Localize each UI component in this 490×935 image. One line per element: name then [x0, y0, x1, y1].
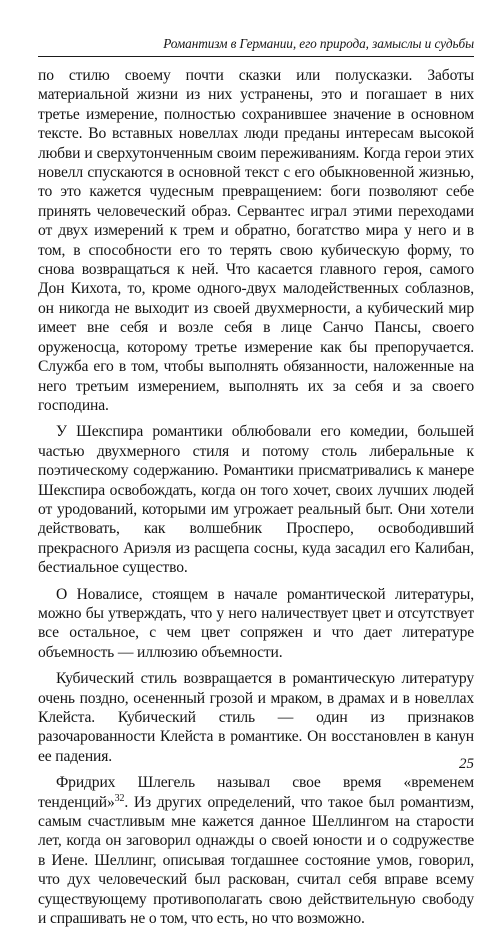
paragraph-shakespeare: У Шекспира романтики облюбовали его комедии, большей частью двухмерного стиля и потому столь либеральные к поэтическому содержанию. Романтики присматривались к манере Шекспира освобождать, когда он того хочет, своих лучших людей от уродований, которыми им угрожает реальный быт. Они хотели действовать, как волшебник Просперо, освободивший прекрасного Ариэля из расщепа сосны, куда засадил его Калибан, бестиальное существо.	[38, 423, 474, 577]
page-body	[38, 66, 474, 935]
text-segment: . Из других определений, что такое был романтизм, самым счастливым мне кажется данное Шеллингом на старости лет, когда он заговорил однажды о своей юности и о содружестве в Иене. Шеллинг, описывая тогдашнее состояние умов, говорил, что дух человеческий был раскован, считал себя вправе всему существующему противополагать свою действительную свободу и спрашивать не о том, что есть, но что возможно.	[38, 793, 474, 928]
text-segment: Фридрих Шлегель называл свое время «временем тенденций»	[38, 774, 474, 811]
paragraph-novalis: О Новалисе, стоящем в начале романтической литературы, можно бы утверждать, что у него наличествует цвет и отсутствует все остальное, с чем цвет сопряжен и что дает литературе объемность — иллюзию объемности.	[38, 585, 474, 661]
paragraph-schlegel	[38, 773, 474, 928]
paragraph-continued: по стилю своему почти сказки или полусказки. Заботы материальной жизни из них устранены, это и погашает в них третье измерение, полностью сохранившее значение в основном тексте. Во вставных новеллах люди преданы интересам высокой любви и сверхутонченным своим переживаниям. Когда герои этих новелл спускаются в основной текст с его обыкновенной жизнью, то это кажется чудесным превращением: боги позволяют себе принять человеческий образ. Сервантес играл этими переходами от двух измерений к трем и обратно, богатство мира у него и в том, в способности его то терять свою кубическую форму, то снова возвращаться к ней. Что касается главного героя, самого Дон Кихота, то, кроме одного-двух малодейственных соблазнов, он никогда не выходит из своей двухмерности, а кубический мир имеет вне себя и возле себя в лице Санчо Пансы, своего оруженосца, которому третье измерение как бы препоручается. Служба его в том, чтобы выполнять обязанности, наложенные на него третьим измерением, выполнять их за себя и за своего господина.	[38, 67, 474, 414]
paragraph-kleist: Кубический стиль возвращается в романтическую литературу очень поздно, осененный грозой и мраком, в драмах и в новеллах Клейста. Кубический стиль — один из признаков разочарованности Клейста в романтике. Он восстановлен в канун ее падения.	[38, 670, 474, 765]
running-title: Романтизм в Германии, его природа, замыслы и судьбы	[163, 36, 474, 51]
footnote-reference[interactable]: 32	[114, 792, 125, 804]
running-header	[38, 36, 474, 57]
page-number: 25	[459, 756, 474, 772]
